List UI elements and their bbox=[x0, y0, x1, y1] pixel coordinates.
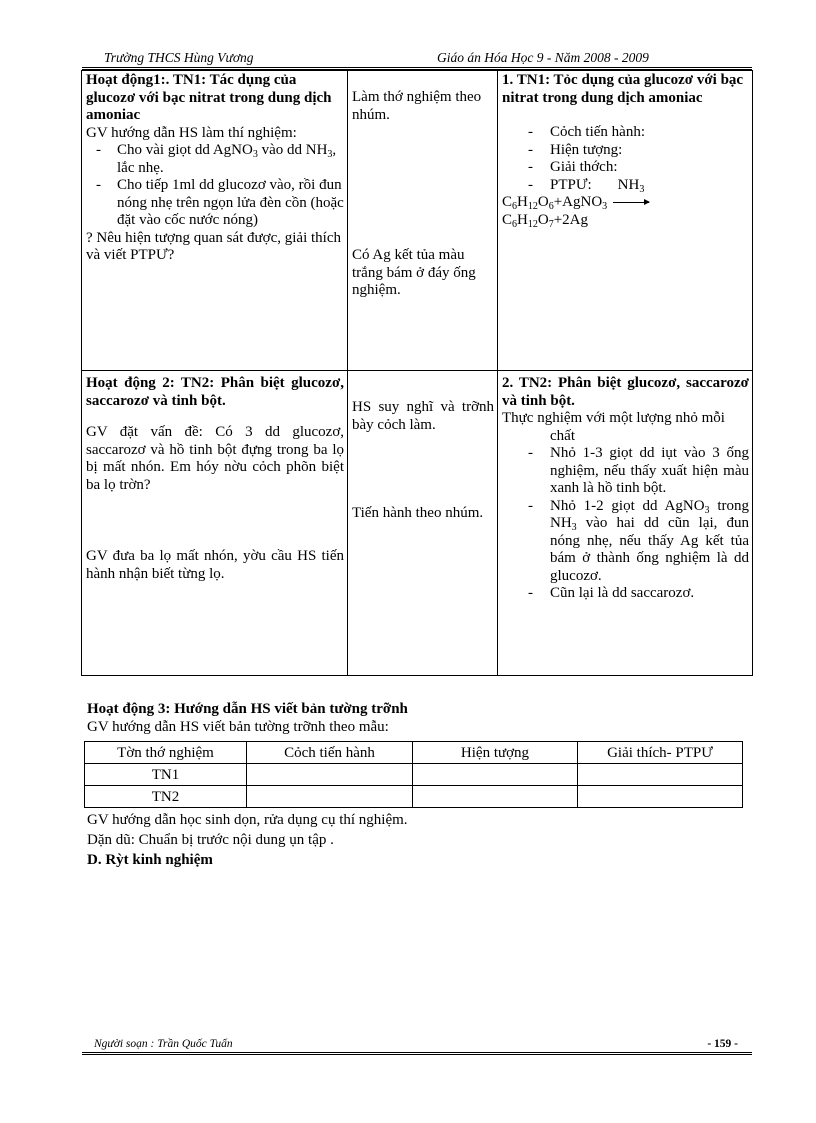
eq-text: O bbox=[537, 194, 549, 210]
document-title: Giáo án Hóa Học 9 - Năm 2008 - 2009 bbox=[437, 50, 649, 65]
report-template-table bbox=[84, 741, 743, 808]
item-2-subscript: 3 bbox=[704, 504, 710, 516]
author: Người soạn : Trần Quốc Tuấn bbox=[94, 1038, 233, 1050]
section-d-heading: D. Rỳt kinh nghiệm bbox=[87, 852, 213, 868]
step-2: - Cho tiếp 1ml dd glucozơ vào, rồi đun nóng nhẹ trên ngọn lửa đèn cồn (hoặc đặt vào cốc nước nóng) bbox=[86, 177, 344, 230]
lesson-table bbox=[81, 70, 753, 676]
activity-1-question: ? Nêu hiện tượng quan sát được, giải thích và viết PTPƯ? bbox=[86, 229, 341, 263]
teacher-column bbox=[82, 71, 348, 371]
eq-sub: 6 bbox=[512, 201, 518, 212]
eq-sub: 6 bbox=[512, 218, 518, 230]
closing-notes bbox=[87, 810, 747, 870]
content-1-item: - Cỏch tiến hành: bbox=[502, 124, 749, 142]
eq-sub: 3 bbox=[602, 201, 608, 212]
activity-row-2 bbox=[82, 371, 753, 676]
page-number: - 159 - bbox=[707, 1038, 738, 1050]
cleanup-note: GV hướng dẫn học sinh dọn, rửa dụng cụ thí nghiệm. bbox=[87, 812, 408, 828]
activity-3-title: Hoạt động 3: Hướng dẫn HS viết bản tường trỡnh bbox=[87, 701, 408, 717]
eq-sub: 12 bbox=[527, 201, 538, 212]
content-1-title: 1. TN1: Tỏc dụng của glucozơ với bạc nitrat trong dung dịch amoniac bbox=[502, 72, 744, 106]
content-2-item-1: - Nhỏ 1-3 giọt dd iụt vào 3 ống nghiệm, nếu thấy xuất hiện màu xanh là hồ tinh bột. bbox=[502, 445, 749, 498]
content-1-item: - Hiện tượng: bbox=[502, 142, 749, 160]
item-2-text-c: vào hai dd cũn lại, đun nóng nhẹ, nếu thấy Ag kết tủa bám ở thành ống nghiệm là dd glucozơ. bbox=[550, 515, 749, 584]
activity-2-problem: GV đặt vấn đề: Có 3 dd glucozơ, saccarozơ và hồ tinh bột đựng trong ba lọ bị mất nhón. Em hóy nờu cỏch phõn biệt ba lọ trờn? bbox=[86, 424, 344, 493]
report-row-label: TN1 bbox=[85, 764, 247, 786]
ptpu-line bbox=[502, 177, 749, 195]
activity-3-section bbox=[87, 700, 747, 736]
student-action-1: Làm thớ nghiệm theo nhúm. bbox=[352, 89, 482, 123]
step-1-text-b: vào dd NH bbox=[261, 142, 328, 158]
equation-line-2 bbox=[502, 212, 749, 230]
student-column bbox=[348, 71, 498, 371]
eq-text: H bbox=[517, 211, 528, 228]
table-row bbox=[85, 764, 743, 786]
content-2-item-2 bbox=[502, 498, 749, 586]
item-2-text-b: trong NH bbox=[550, 497, 749, 531]
report-cell bbox=[578, 764, 743, 786]
report-row-label: TN2 bbox=[85, 786, 247, 808]
activity-1-intro: GV hướng dẫn HS làm thí nghiệm: bbox=[86, 124, 297, 141]
activity-2-task: GV đưa ba lọ mất nhón, yờu cầu HS tiến hành nhận biết từng lọ. bbox=[86, 548, 344, 582]
reaction-arrow bbox=[613, 202, 649, 203]
school-name: Trường THCS Hùng Vương bbox=[104, 50, 254, 65]
eq-text: +AgNO bbox=[553, 194, 603, 210]
eq-text: C bbox=[502, 194, 513, 210]
content-2-title: 2. TN2: Phân biệt glucozơ, saccarozơ và tinh bột. bbox=[502, 375, 749, 409]
report-col-header: Giải thích- PTPƯ bbox=[578, 742, 743, 764]
student-action-3: HS suy nghĩ và trỡnh bày cỏch làm. bbox=[352, 399, 494, 433]
eq-sub: 7 bbox=[548, 218, 554, 230]
report-cell bbox=[578, 786, 743, 808]
table-row bbox=[85, 786, 743, 808]
eq-text: C bbox=[502, 211, 513, 228]
item-2-subscript-b: 3 bbox=[571, 522, 577, 533]
content-2-item-3: - Cũn lại là dd saccarozơ. bbox=[502, 585, 749, 603]
report-col-header: Tờn thớ nghiệm bbox=[85, 742, 247, 764]
catalyst-subscript: 3 bbox=[639, 183, 645, 195]
report-col-header: Hiện tượng bbox=[413, 742, 578, 764]
activity-1-title: Hoạt động1:. TN1: Tác dụng của glucozơ với bạc nitrat trong dung dịch amoniac bbox=[86, 72, 332, 123]
step-1 bbox=[86, 142, 344, 177]
step-1-text: Cho vài giọt dd AgNO bbox=[117, 142, 253, 158]
report-cell bbox=[247, 764, 413, 786]
eq-text: H bbox=[517, 194, 528, 210]
eq-sub: 12 bbox=[527, 218, 538, 230]
ptpu-label: PTPƯ: bbox=[550, 176, 592, 193]
content-2-intro: Thực nghiệm với một lượng nhỏ mỗi chất bbox=[502, 410, 725, 444]
step-1-text-c: , lắc nhẹ. bbox=[117, 142, 337, 176]
content-column bbox=[498, 371, 753, 676]
eq-text: +2Ag bbox=[553, 211, 588, 228]
eq-text: O bbox=[537, 211, 549, 228]
report-cell bbox=[413, 764, 578, 786]
teacher-column bbox=[82, 371, 348, 676]
report-header-row bbox=[85, 742, 743, 764]
step-1-subscript: 3 bbox=[252, 149, 258, 160]
activity-3-intro: GV hướng dẫn HS viết bản tường trỡnh theo mẫu: bbox=[87, 719, 389, 735]
step-1-subscript-b: 3 bbox=[327, 149, 333, 160]
homework-note: Dặn dũ: Chuẩn bị trước nội dung ụn tập . bbox=[87, 832, 334, 848]
item-2-text: Nhỏ 1-2 giọt dd AgNO bbox=[550, 497, 705, 514]
footer-rule bbox=[82, 1052, 752, 1055]
student-column bbox=[348, 371, 498, 676]
report-cell bbox=[247, 786, 413, 808]
page-header bbox=[82, 50, 752, 66]
content-column bbox=[498, 71, 753, 371]
equation-line-1 bbox=[502, 194, 749, 212]
eq-sub: 6 bbox=[548, 201, 554, 212]
catalyst-nh3: NH bbox=[617, 176, 640, 193]
activity-row-1 bbox=[82, 71, 753, 371]
activity-2-title: Hoạt động 2: TN2: Phân biệt glucozơ, saccarozơ và tinh bột. bbox=[86, 375, 344, 409]
content-1-item: - Giải thớch: bbox=[502, 159, 749, 177]
report-col-header: Cỏch tiến hành bbox=[247, 742, 413, 764]
report-cell bbox=[413, 786, 578, 808]
student-action-4: Tiến hành theo nhúm. bbox=[352, 505, 484, 521]
student-action-2: Có Ag kết tủa màu trắng bám ở đáy ống nghiệm. bbox=[352, 247, 476, 298]
page-footer bbox=[82, 1038, 752, 1052]
